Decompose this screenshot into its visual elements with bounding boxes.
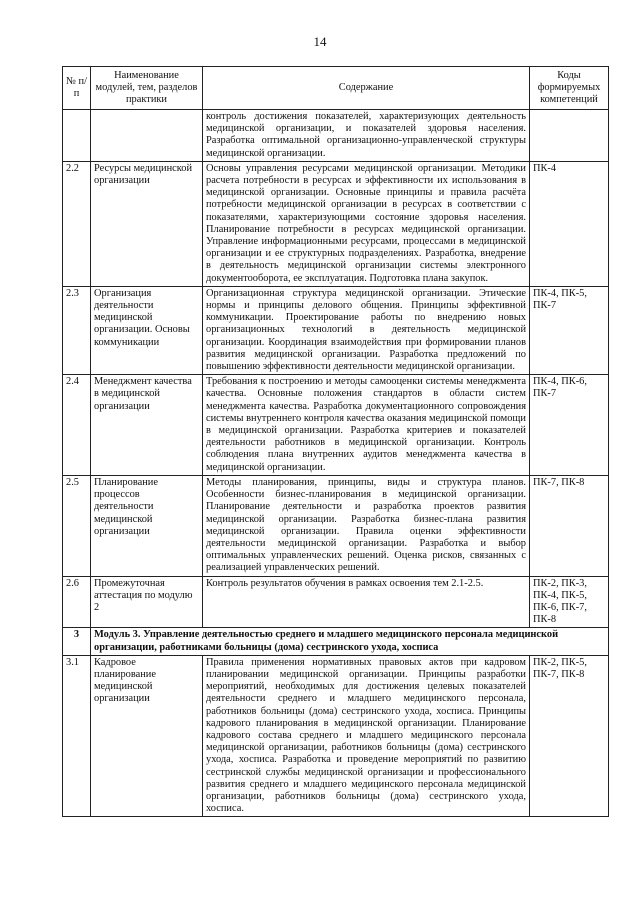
row-name <box>91 110 203 162</box>
table-row <box>63 655 609 817</box>
row-codes: ПК-2, ПК-3, ПК-4, ПК-5, ПК-6, ПК-7, ПК-8 <box>530 576 609 628</box>
row-content: Методы планирования, принципы, виды и структура планов. Особенности бизнес-планирования в медицинской организации. Планирование деятельности и разработка проектов развития медицинской организации. Разработка бизнес-плана развития медицинской организации. Правила оценки эффективности деятельности медицинской организации. Разработка и выбор оптимальных управленческих решений. Оценка рисков, связанных с реализацией управленческих решений. <box>203 475 530 576</box>
row-content: Контроль результатов обучения в рамках освоения тем 2.1-2.5. <box>203 576 530 628</box>
row-name: Планирование процессов деятельности медицинской организации <box>91 475 203 576</box>
row-num: 2.6 <box>63 576 91 628</box>
module-header-row <box>63 628 609 655</box>
row-num: 2.2 <box>63 161 91 286</box>
row-name: Менеджмент качества в медицинской организации <box>91 375 203 476</box>
module-num: 3 <box>63 628 91 655</box>
row-content: Основы управления ресурсами медицинской организации. Методики расчета потребности в ресурсах и эффективности их использования в медицинской организации. Основные принципы и правила расчёта потребности медицинской организации в ресурсах в соответствии с показателями, характеризующими состояние здоровья населения. Планирование потребности в ресурсах медицинской организации. Управление информационными ресурсами, процессами в медицинской организации и ее структурных подразделениях. Разработка, внедрение в деятельность медицинской организации системы электронного документооборота, ее эксплуатация. Подготовка плана закупок. <box>203 161 530 286</box>
header-name: Наименование модулей, тем, разделов практики <box>91 67 203 110</box>
row-num: 3.1 <box>63 655 91 817</box>
row-codes: ПК-4, ПК-6, ПК-7 <box>530 375 609 476</box>
table-row <box>63 110 609 162</box>
table-row <box>63 161 609 286</box>
table-row <box>63 286 609 374</box>
row-codes: ПК-7, ПК-8 <box>530 475 609 576</box>
row-num <box>63 110 91 162</box>
row-name: Ресурсы медицинской организации <box>91 161 203 286</box>
header-content: Содержание <box>203 67 530 110</box>
table-row <box>63 475 609 576</box>
row-codes: ПК-4, ПК-5, ПК-7 <box>530 286 609 374</box>
row-name: Организация деятельности медицинской организации. Основы коммуникации <box>91 286 203 374</box>
row-num: 2.3 <box>63 286 91 374</box>
row-content: Правила применения нормативных правовых актов при кадровом планировании медицинской организации. Принципы разработки мероприятий, необходимых для достижения целевых показателей деятельности среднего и младшего медицинского персонала, работников больницы (дома) сестринского ухода, хосписа. Принципы кадрового планирования в медицинской организации. Планирование кадрового состава среднего и младшего медицинского персонала медицинской организации, работников больницы (дома) сестринского ухода, хосписа. Разработка и проведение мероприятий по развитию сестринской службы медицинской организации и профессионального развития среднего и младшего медицинского персонала медицинской организации, работников больницы (дома) сестринского ухода, хосписа. <box>203 655 530 817</box>
curriculum-table <box>62 66 609 817</box>
row-codes: ПК-4 <box>530 161 609 286</box>
row-num: 2.4 <box>63 375 91 476</box>
page-number: 14 <box>313 34 327 49</box>
row-name: Промежуточная аттестация по модулю 2 <box>91 576 203 628</box>
module-title: Модуль 3. Управление деятельностью среднего и младшего медицинского персонала медицинской организации, работниками больницы (дома) сестринского ухода, хосписа <box>91 628 609 655</box>
table-row <box>63 375 609 476</box>
row-codes <box>530 110 609 162</box>
table-header-row <box>63 67 609 110</box>
row-content: Требования к построению и методы самооценки системы менеджмента качества. Основные положения стандартов в области систем менеджмента качества. Разработка документационного сопровождения системы внутреннего контроля качества оказания медицинской помощи в медицинской организации. Разработка критериев и показателей деятельности работников в медицинской организации. Контроль соблюдения плана внутренних аудитов менеджмента качества в медицинской организации. <box>203 375 530 476</box>
row-num: 2.5 <box>63 475 91 576</box>
row-codes: ПК-2, ПК-5, ПК-7, ПК-8 <box>530 655 609 817</box>
row-content: Организационная структура медицинской организации. Этические нормы и принципы делового общения. Принципы эффективной коммуникации. Проектирование работы по внедрению новых организационных технологий в деятельность медицинской организации. Координация взаимодействия при формировании планов развития медицинской организации. Разработка предложений по повышению эффективности деятельности медицинской организации. <box>203 286 530 374</box>
row-content: контроль достижения показателей, характеризующих деятельность медицинской организации, и показателей здоровья населения. Разработка оптимальной организационно-управленческой структуры медицинской организации. <box>203 110 530 162</box>
header-num: № п/п <box>63 67 91 110</box>
table-row <box>63 576 609 628</box>
row-name: Кадровое планирование медицинской организации <box>91 655 203 817</box>
header-codes: Коды формируемых компетенций <box>530 67 609 110</box>
